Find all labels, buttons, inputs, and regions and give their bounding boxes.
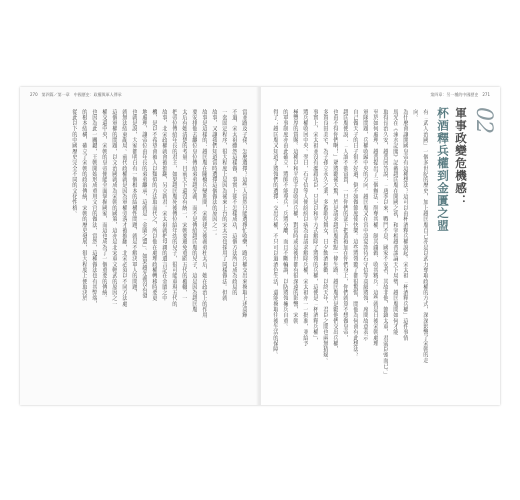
text-column: 故事是這樣的：趙匡胤在陳橋兵變期間，宋朝建立後義弟杜太后，她在政治上的作用 <box>201 109 207 319</box>
text-column: 一套固定程序，很大程度上是因為後來上台的宋太宗也採用了同樣做法。但就 <box>221 109 227 302</box>
right-text-block <box>272 109 428 379</box>
text-column: 故事，又讓我們知道當時選擇這個做法的原因之一。 <box>211 109 217 239</box>
text-column: 多置良田美宅，為子孫立永久之業，多蓄歌兒舞女，日夕飲酒相歡，以終天年，君臣之間也兩無猜疑。 <box>322 109 328 364</box>
text-column: 也由不得你們啊！」眾將聽後大驚，於是請求趙匡胤指點一條生路。趙匡胤於是勸他們交出兵權， <box>332 109 338 352</box>
text-column: 要安排他去繼位皇位傳給弟弟趙光義，而不是傳給趙匡胤的兒子，這是因為趙匡胤 <box>191 109 197 313</box>
text-column: 當並路及子孫，怎麼選擇？這些人當然只能選擇忙收藥，路兵權交出來換取上述高輝 <box>241 109 247 319</box>
chapter-title-line-2: 杯酒釋兵權到金匱之盟 <box>436 107 450 232</box>
text-column: 把帝位傳給年長的君主，如果趙匡胤死後傳位給年幼的兒子，很可能重現五代的 <box>171 109 177 307</box>
text-column: 事實上，宋太祖並沒有濫殺功臣，只是以和平方式解除了將領的兵權，這便是「杯酒釋兵權」， <box>312 109 318 344</box>
text-column: 機，是以不希望會被人以類似的方法取而代之，所以他在處理政權轉移時要更 <box>151 109 157 302</box>
text-column: 為什麼會讓開國皇帝有這種想法？這可以由杯酒釋兵權說起。宋太祖「杯酒釋兵權」這件事情 <box>402 109 408 341</box>
chapter-heading <box>438 107 494 357</box>
text-column: 地處理，讓帝位由年長的弟弟繼承，這就是「金匱之盟」。如果趙光義沒有發 <box>141 109 147 299</box>
text-column: 也就是說，大家都明白有一個根本的結構性問題，就是不解決軍人的問題， <box>131 109 137 296</box>
text-column: 的根本結構，確立了宋朝的政治傳統，宋朝的歷史發展，很大程度上便取決於 <box>81 109 87 302</box>
text-column: 向。 <box>412 109 418 121</box>
text-column: 不過，宋太祖雖然這樣做，事實上卻不怎樣成功，這個方法所以成為政局的 <box>231 109 237 296</box>
text-column: 馬光在《涑水記聞》記載趙匡胤在開國之初，和宰相趙普談論天下局勢，趙匡胤問如何才能 <box>392 109 398 335</box>
text-column: 有「武人治國」一個多世紀的歷史，加上趙匡胤自己亦是以武力奪取政權的方式，深深影響了宋朝的走 <box>422 109 428 364</box>
text-column: 將兵權收回中央。翌日，石守信等人便紛紛以病為由請求解除兵權，宋太祖亦一一批准，並給予 <box>302 109 308 347</box>
text-column: 也因為此一關鍵，王朝開始形成重用文官的做法，當然，這種做法也有其弊端， <box>91 109 97 307</box>
chapter-title-line-1: 軍事政變危機感： <box>454 107 468 207</box>
right-page <box>261 87 500 405</box>
text-column: 取得長治久安，趙普回答說：「唐季以來，戰鬥不息，國家不安者，其故非他，節鎮太重，君弱臣強而已。」 <box>382 109 388 378</box>
text-column: 趙匡胤便說：「人誰不欲富貴，一旦你們的部下把黃袍加在你們身上，你們就算不想做皇帝， <box>342 109 348 341</box>
chapter-number: 02 <box>471 107 496 133</box>
left-text-block <box>33 109 247 379</box>
text-column: 太后有她清楚的考量：目前天下還沒有統一，宋朝要避免重蹈五代的覆轍，一 <box>181 109 187 302</box>
text-column: 就無法結束亂局。前代政權就是因為軍權旁落才被推翻，北宋必須以不同方法處 <box>121 109 127 307</box>
text-column: 極豐厚的賞賜。這種以和平的手段收回兵權，對當時或是後世都有很深遠的影響，宋朝 <box>292 109 298 324</box>
text-column: 這個軍權的問題，以文治國就成為宋朝的國策，這亦是北宋重文輕武的原因之一 <box>111 109 117 307</box>
text-column: 從此以下的中國歷史完全不同的文化性格。 <box>71 109 77 217</box>
running-header-left: 270 第四篇／第一章 中國歷史：政權與軍人傳承 <box>30 92 122 97</box>
text-column: 權交還中央，宋朝的皇帝便能全面掌握國家，而這也成為了一個重要的傳統。 <box>101 109 107 302</box>
text-column: 得了；趙匡胤又知道了將領們的選擇：交出兵權，不只可以過酒色生活，還能換取往後生活的保障。 <box>272 109 278 358</box>
text-column: 的軍事制度亦由此確立，將帥不能專兵，兵將分離，而且不斷輪調，以防將領擁兵自重。 <box>282 109 288 330</box>
text-column: 至於如何處理，趙普提出了三個辦法：削奪其權、制其錢穀、收其精兵。這些就是日後宋朝處理 <box>372 109 378 347</box>
text-column: 自己做天子的日子很不好過，倒不如做節度使快樂。這些將領聽了都很驚慌，問他為何會有此想法？ <box>352 109 358 358</box>
text-column: 故事，北宋政權就會被推翻，另立新君。宋太祖就把母親的遺言記在金匱之中 <box>161 109 167 302</box>
book-spread <box>20 87 500 405</box>
running-header-right: 第四章：另一種的中國歷史 271 <box>430 92 490 97</box>
text-column: 軍隊問題，兵權收歸中央的方向。趙匡胤又在宮中設宴款待石守信等高級將領，席間故意表示 <box>362 109 368 341</box>
left-page <box>20 87 259 405</box>
